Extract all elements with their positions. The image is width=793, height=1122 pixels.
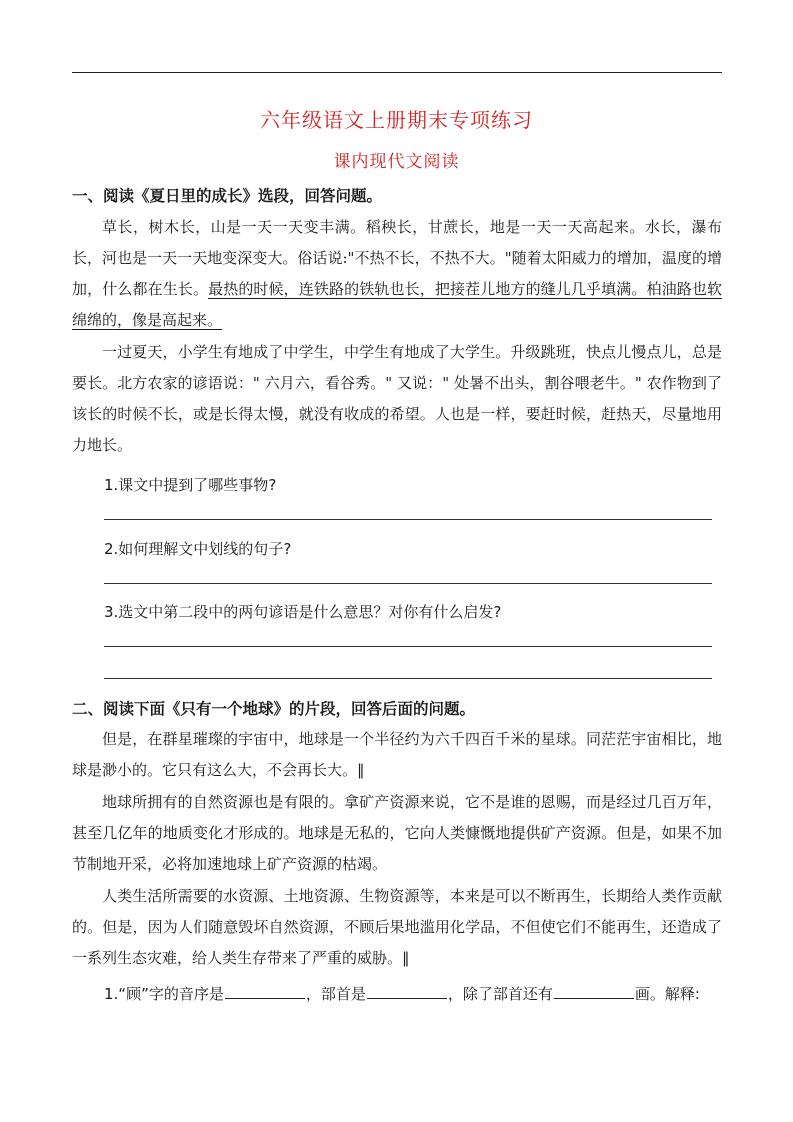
section2-heading: 二、阅读下面《只有一个地球》的片段，回答后面的问题。 <box>72 700 476 718</box>
answer-line[interactable] <box>104 519 712 520</box>
page-title: 六年级语文上册期末专项练习 <box>260 108 533 132</box>
section2-paragraph-1: 但是，在群星璀璨的宇宙中，地球是一个半径约为六千四百千米的星球。同茫茫宇宙相比，地球是渺小的。它只有这么大，不会再长大。‖ <box>72 730 722 779</box>
section1-question-3: 3.选文中第二段中的两句谚语是什么意思？对你有什么启发? <box>104 603 502 621</box>
question-text: 1.“顾”字的音序是 <box>104 985 224 1003</box>
section1-question-2: 2.如何理解文中划线的句子? <box>104 540 292 558</box>
section1-heading: 一、阅读《夏日里的成长》选段，回答问题。 <box>72 187 383 205</box>
answer-line[interactable] <box>104 583 712 584</box>
blank-field[interactable] <box>225 983 305 999</box>
underlined-sentence: 最热的时候，连铁路的铁轨也长，把接茬儿地方的缝儿几乎填满。柏油路也软绵绵的，像是高起来。 <box>72 280 722 329</box>
section1-question-1: 1.课文中提到了哪些事物? <box>104 476 277 494</box>
section2-question-1 <box>104 983 700 1004</box>
question-text: ，除了部首还有 <box>447 985 553 1003</box>
section1-paragraph-1-text: 草长，树木长，山是一天一天变丰满。稻秧长，甘蔗长，地是一天一天高起来。水长，瀑布长，河也是一天一天地变深变大。俗话说:"不热不长，不热不大。"随着太阳威力的增加，温度的增加，什么都在生长。 <box>72 218 722 298</box>
question-text: ，部首是 <box>305 985 366 1003</box>
section2-paragraph-3: 人类生活所需要的水资源、土地资源、生物资源等，本来是可以不断再生，长期给人类作贡献的。但是，因为人们随意毁坏自然资源，不顾后果地滥用化学品，不但使它们不能再生，还造成了一系列生态灾难，给人类生存带来了严重的威胁。‖ <box>72 887 722 967</box>
section2-paragraph-2: 地球所拥有的自然资源也是有限的。拿矿产资源来说，它不是谁的恩赐，而是经过几百万年，甚至几亿年的地质变化才形成的。地球是无私的，它向人类慷慨地提供矿产资源。但是，如果不加节制地开采，必将加速地球上矿产资源的枯竭。 <box>72 793 722 873</box>
blank-field[interactable] <box>554 983 634 999</box>
answer-line[interactable] <box>104 646 712 647</box>
header-rule <box>72 72 722 73</box>
blank-field[interactable] <box>367 983 447 999</box>
question-text: 画。解释: <box>634 985 700 1003</box>
page-subtitle: 课内现代文阅读 <box>333 152 460 172</box>
section1-paragraph-1 <box>72 212 722 336</box>
section1-paragraph-2: 一过夏天，小学生有地成了中学生，中学生有地成了大学生。升级跳班，快点儿慢点儿，总是要长。北方农家的谚语说：" 六月六，看谷秀。" 又说：" 处暑不出头，割谷喂老牛。" 农作物到了该长的时候不长，或是长得太慢，就没有收成的希望。人也是一样，要赶时候，赶热天，尽量地用力地长。 <box>72 343 722 454</box>
answer-line[interactable] <box>104 678 712 679</box>
